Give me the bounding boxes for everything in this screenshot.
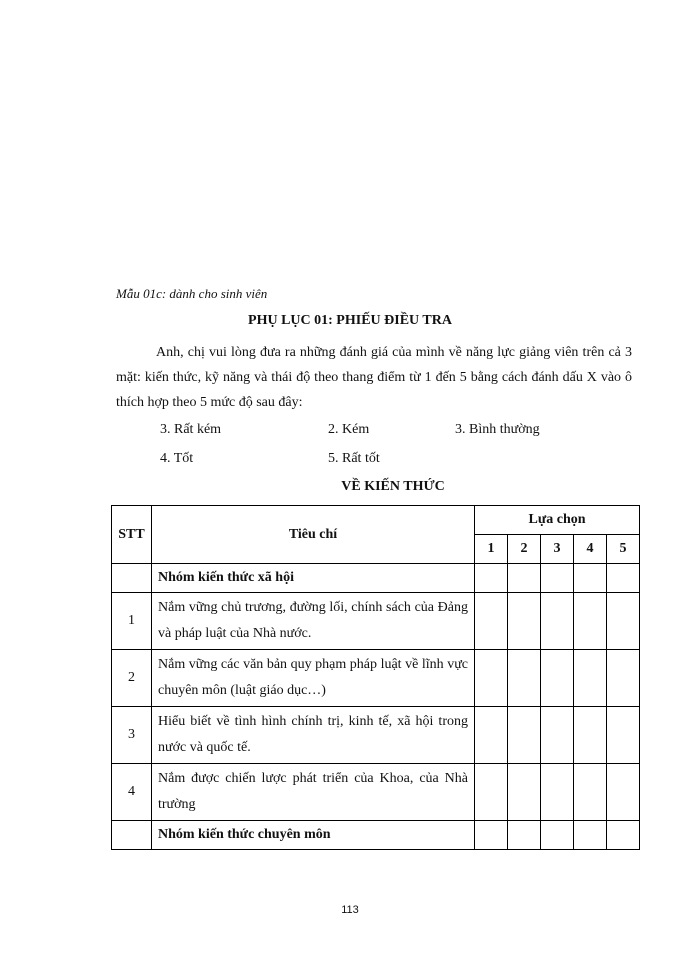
level-header: 5 (607, 535, 640, 564)
level-header: 3 (541, 535, 574, 564)
choice-cell[interactable] (607, 764, 640, 821)
scale-option-2: 2. Kém (328, 422, 370, 437)
criterion-text: Hiểu biết về tình hình chính trị, kinh tế, xã hội trong nước và quốc tế. (152, 707, 475, 764)
row-stt: 1 (112, 593, 152, 650)
scale-option-4: 4. Tốt (160, 451, 194, 466)
level-header: 2 (508, 535, 541, 564)
form-label: Mẫu 01c: dành cho sinh viên (116, 286, 268, 301)
page-number: 113 (341, 904, 359, 916)
choice-cell[interactable] (574, 764, 607, 821)
choice-cell[interactable] (475, 707, 508, 764)
choice-cell[interactable] (475, 564, 508, 593)
empty-cell (112, 821, 152, 850)
table-row (112, 707, 640, 764)
choice-cell[interactable] (574, 821, 607, 850)
choice-cell[interactable] (574, 593, 607, 650)
choice-cell[interactable] (475, 764, 508, 821)
row-stt: 2 (112, 650, 152, 707)
group-label: Nhóm kiến thức chuyên môn (152, 821, 475, 850)
choice-cell[interactable] (508, 564, 541, 593)
group-row (112, 821, 640, 850)
criterion-text: Nắm vững chủ trương, đường lối, chính sách của Đảng và pháp luật của Nhà nước. (152, 593, 475, 650)
choice-cell[interactable] (541, 821, 574, 850)
table-row (112, 593, 640, 650)
choice-cell[interactable] (541, 593, 574, 650)
row-stt: 4 (112, 764, 152, 821)
choice-cell[interactable] (607, 593, 640, 650)
scale-option-1: 3. Rất kém (160, 422, 222, 437)
document-title: PHỤ LỤC 01: PHIẾU ĐIỀU TRA (248, 313, 452, 328)
choice-cell[interactable] (607, 707, 640, 764)
choice-cell[interactable] (574, 564, 607, 593)
row-stt: 3 (112, 707, 152, 764)
choice-cell[interactable] (475, 650, 508, 707)
choice-cell[interactable] (607, 650, 640, 707)
choice-cell[interactable] (541, 564, 574, 593)
section-title: VỀ KIẾN THỨC (341, 479, 445, 494)
table-row (112, 650, 640, 707)
empty-cell (112, 564, 152, 593)
header-stt: STT (112, 506, 152, 564)
group-label: Nhóm kiến thức xã hội (152, 564, 475, 593)
choice-cell[interactable] (574, 707, 607, 764)
criterion-text: Nắm vững các văn bản quy phạm pháp luật về lĩnh vực chuyên môn (luật giáo dục…) (152, 650, 475, 707)
choice-cell[interactable] (508, 821, 541, 850)
choice-cell[interactable] (607, 821, 640, 850)
choice-cell[interactable] (508, 764, 541, 821)
header-choice: Lựa chọn (475, 506, 640, 535)
scale-option-3: 3. Bình thường (455, 422, 540, 437)
choice-cell[interactable] (541, 650, 574, 707)
choice-cell[interactable] (541, 707, 574, 764)
survey-table (111, 505, 640, 850)
group-row (112, 564, 640, 593)
choice-cell[interactable] (508, 593, 541, 650)
choice-cell[interactable] (508, 650, 541, 707)
table-row (112, 764, 640, 821)
level-header: 4 (574, 535, 607, 564)
choice-cell[interactable] (508, 707, 541, 764)
choice-cell[interactable] (475, 821, 508, 850)
choice-cell[interactable] (607, 564, 640, 593)
criterion-text: Nắm được chiến lược phát triển của Khoa, của Nhà trường (152, 764, 475, 821)
choice-cell[interactable] (475, 593, 508, 650)
level-header: 1 (475, 535, 508, 564)
choice-cell[interactable] (574, 650, 607, 707)
intro-paragraph: Anh, chị vui lòng đưa ra những đánh giá của mình về năng lực giảng viên trên cả 3 mặt: kiến thức, kỹ năng và thái độ theo thang điểm từ 1 đến 5 bằng cách đánh dấu X vào ô thích hợp theo 5 mức độ sau đây: (116, 345, 632, 410)
scale-option-5: 5. Rất tốt (328, 451, 380, 466)
header-criteria: Tiêu chí (152, 506, 475, 564)
choice-cell[interactable] (541, 764, 574, 821)
